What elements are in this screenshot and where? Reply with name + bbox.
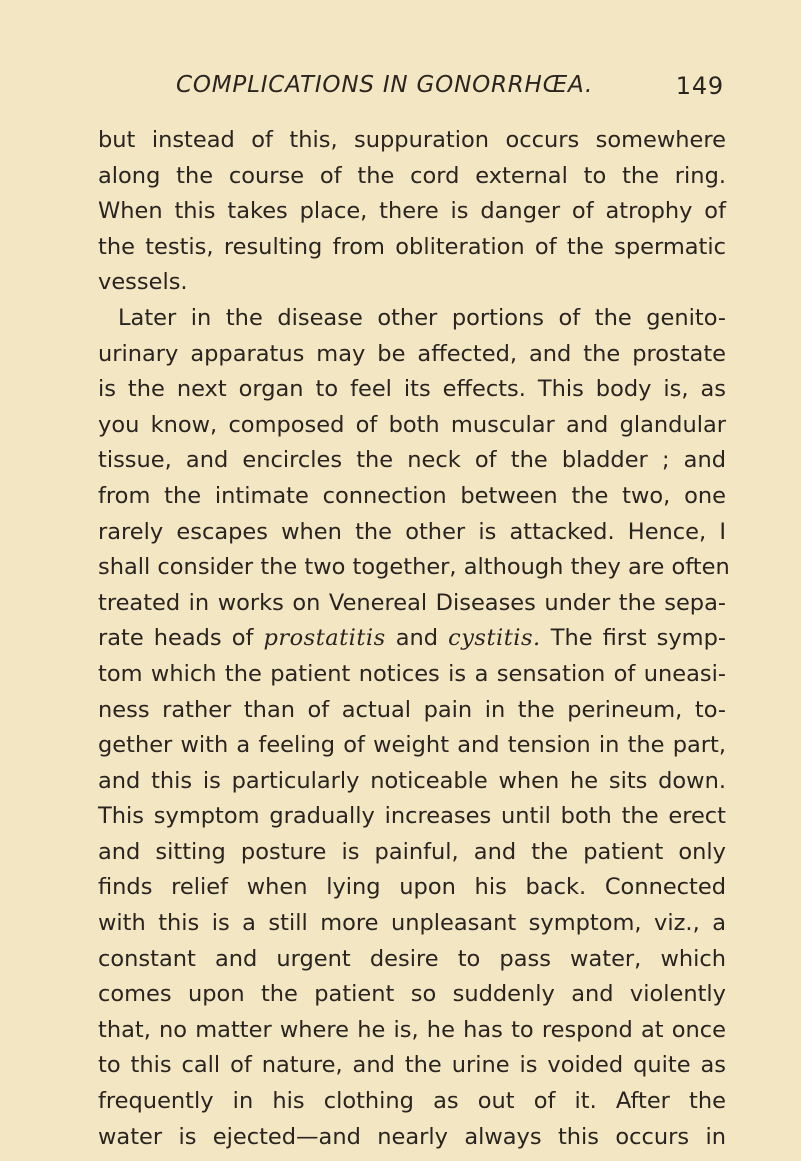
text-line: is the next organ to feel its effects. This body is, as [98,376,726,403]
text-line: to this call of nature, and the urine is voided quite as [98,1052,726,1079]
text-line: from the intimate connection between the two, one [98,482,726,509]
text-line: gether with a feeling of weight and tension in the part, [98,732,726,759]
text-line: frequently in his clothing as out of it. After the [98,1088,726,1115]
line-part: and [385,625,449,652]
text-line: tom which the patient notices is a sensation of uneasi- [98,660,726,687]
text-line: When this takes place, there is danger of atrophy of [98,198,726,225]
text-line: ness rather than of actual pain in the perineum, to- [98,696,726,723]
text-line: shall consider the two together, although they are often [98,554,730,581]
text-line: that, no matter where he is, he has to respond at once [98,1016,726,1043]
running-title: COMPLICATIONS IN GONORRHŒA. [176,72,594,98]
text-line: treated in works on Venereal Diseases under the sepa- [98,589,726,616]
line-part: The first symp- [540,625,726,652]
line-part: rate heads of [98,625,264,652]
text-line: with this is a still more unpleasant symptom, viz., a [98,910,726,937]
text-line: but instead of this, suppuration occurs somewhere [98,127,726,153]
body-text [98,123,730,1155]
text-line: comes upon the patient so suddenly and violently [98,981,726,1008]
text-line: rarely escapes when the other is attacked. Hence, I [98,518,726,545]
text-line: and this is particularly noticeable when he sits down. [98,767,726,794]
text-line: vessels. [98,269,188,296]
italic-term-cystitis: cystitis. [448,625,541,652]
text-line: tissue, and encircles the neck of the bladder ; and [98,447,726,474]
text-line: constant and urgent desire to pass water, which [98,945,726,972]
text-line-italic-terms [98,621,726,657]
text-line: urinary apparatus may be affected, and the prostate [98,340,726,367]
text-line: and sitting posture is painful, and the patient only [98,838,726,865]
running-header [176,72,724,106]
text-line: water is ejected—and nearly always this occurs in [98,1123,726,1150]
text-line: Later in the disease other portions of the genito- [118,304,726,331]
italic-term-prostatitis: prostatitis [263,625,386,652]
text-line: you know, composed of both muscular and glandular [98,411,726,438]
text-line: the testis, resulting from obliteration of the spermatic [98,233,726,260]
text-line: finds relief when lying upon his back. Connected [98,874,726,901]
text-line: along the course of the cord external to the ring. [98,162,726,189]
page-number: 149 [675,72,724,100]
text-line: This symptom gradually increases until both the erect [98,803,726,830]
